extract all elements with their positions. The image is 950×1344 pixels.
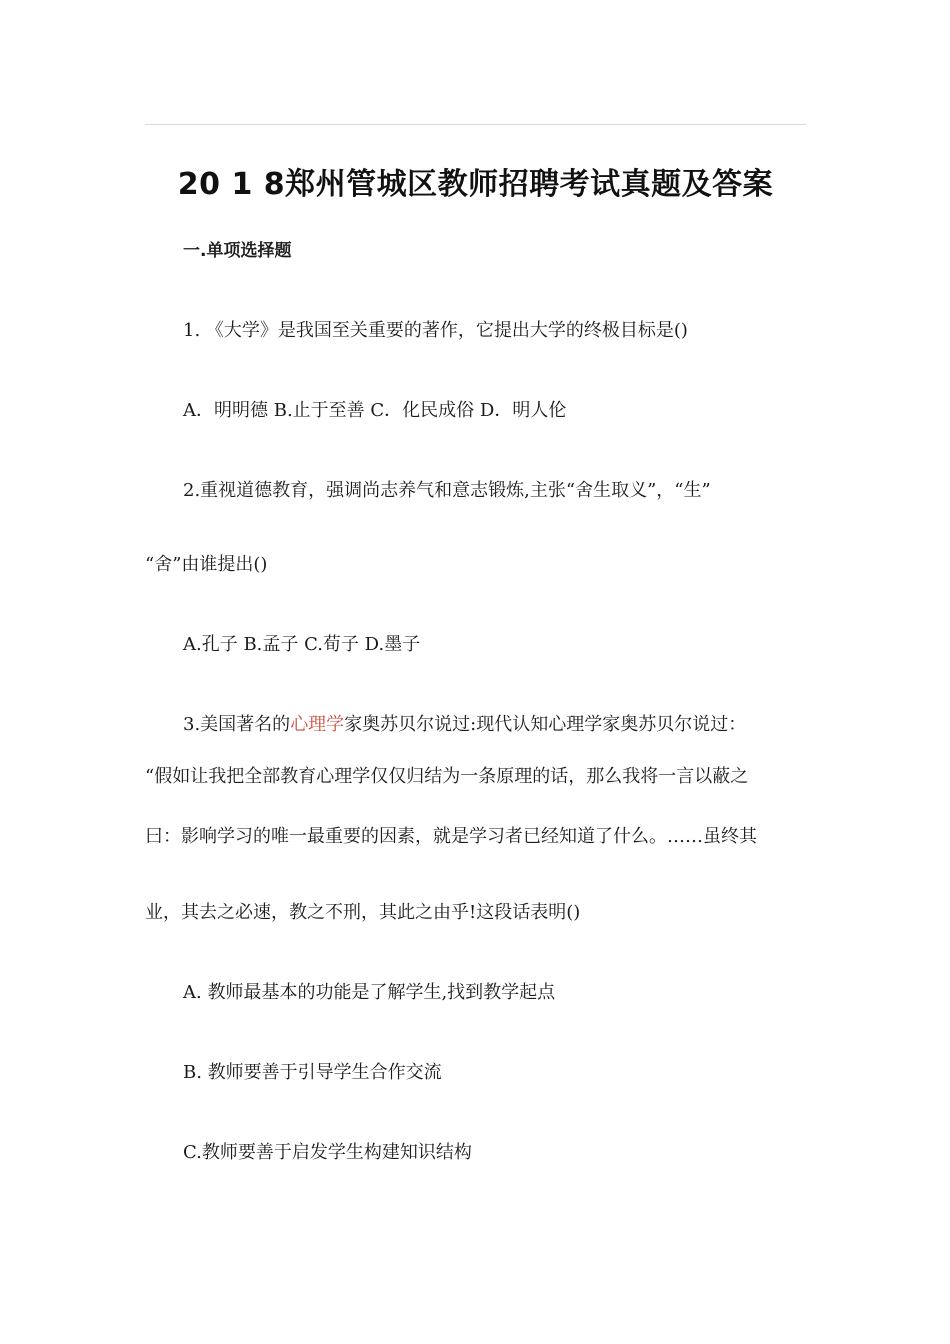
document-title: 20 1 8郑州管城区教师招聘考试真题及答案 <box>177 167 774 202</box>
question-3-stem-line-2: “假如让我把全部教育心理学仅仅归结为一条原理的话，那么我将一言以蔽之 <box>145 766 749 787</box>
question-3-stem-prefix: 3.美国著名的 <box>183 714 291 735</box>
question-1-options: A．明明德 B.止于至善 C．化民成俗 D．明人伦 <box>183 400 567 421</box>
question-3-option-b: B. 教师要善于引导学生合作交流 <box>183 1062 442 1083</box>
question-3-option-c: C.教师要善于启发学生构建知识结构 <box>183 1142 472 1163</box>
question-3-option-a: A. 教师最基本的功能是了解学生,找到教学起点 <box>183 982 556 1003</box>
section-heading: 一.单项选择题 <box>183 241 292 261</box>
question-3-stem-suffix: 家奥苏贝尔说过:现代认知心理学家奥苏贝尔说过： <box>344 714 747 735</box>
question-2-stem-line-1: 2.重视道德教育，强调尚志养气和意志锻炼,主张“舍生取义”，“生” <box>183 480 711 501</box>
question-3-stem-line-1 <box>183 710 746 740</box>
question-2-options: A.孔子 B.孟子 C.荀子 D.墨子 <box>183 634 421 655</box>
question-1-stem: 1. 《大学》是我国至关重要的著作，它提出大学的终极目标是() <box>183 320 688 341</box>
question-3-stem-line-3: 曰：影响学习的唯一最重要的因素，就是学习者已经知道了什么。……虽终其 <box>145 826 757 847</box>
question-3-stem-line-4: 业，其去之必速，教之不刑，其此之由乎!这段话表明() <box>145 902 581 923</box>
psychology-link[interactable]: 心理学 <box>290 714 345 735</box>
question-2-stem-line-2: “舍”由谁提出() <box>145 554 268 575</box>
top-divider <box>145 124 806 125</box>
